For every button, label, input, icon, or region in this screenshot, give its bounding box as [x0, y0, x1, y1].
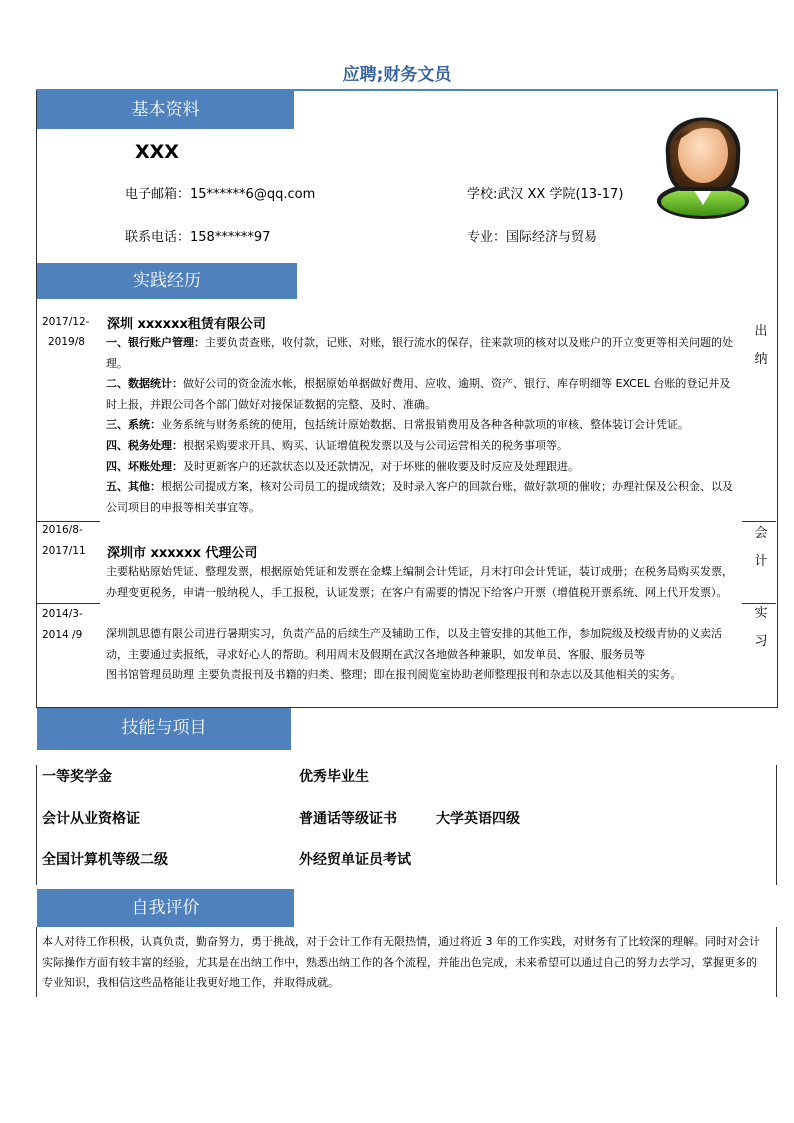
skill-item: 普通话等级证书 [299, 811, 397, 827]
email-label: 电子邮箱： [125, 187, 191, 202]
self-left-border [36, 927, 37, 997]
job3-text: 深圳凯思德有限公司进行暑期实习，负责产品的后续生产及辅助工作，以及主管安排的其他工作，参加院级及校级青协的义卖活动，主要通过卖报纸，寻求好心人的帮助。利用周末及假期在武汉各地做各种兼职，如发单员、客服、服务员等 [106, 627, 722, 661]
school-row [467, 183, 623, 202]
job1-description [106, 333, 734, 518]
candidate-name: XXX [135, 141, 179, 163]
section-header-practice: 实践经历 [37, 263, 297, 299]
item-text: 根据公司提成方案，核对公司员工的提成绩效；及时录入客户的回款台账，做好款项的催收；办理社保及公积金、以及公司项目的申报等相关事宜等。 [106, 480, 733, 514]
item-label: 四、坏账处理： [106, 459, 183, 473]
row-divider [36, 521, 100, 522]
job1-role: 出纳 [754, 324, 768, 367]
major-value: 国际经济与贸易 [506, 230, 598, 245]
job1-item [106, 477, 734, 518]
section-header-basic: 基本资料 [37, 91, 294, 129]
item-label: 五、其他： [106, 480, 161, 494]
phone-label: 联系电话： [125, 230, 191, 245]
item-text: 及时更新客户的还款状态以及还款情况，对于坏账的催收要及时反应及处理跟进。 [183, 459, 579, 473]
item-text: 根据采购要求开具、购买、认证增值税发票以及与公司运营相关的税务事项等。 [183, 438, 568, 452]
job2-role: 会计 [754, 526, 768, 569]
job1-item [106, 333, 734, 374]
job1-company: 深圳 xxxxxx租赁有限公司 [107, 317, 266, 332]
female-avatar-icon [656, 95, 750, 219]
section-header-self: 自我评价 [37, 889, 294, 927]
skill-item: 一等奖学金 [42, 769, 112, 785]
phone-row [125, 226, 270, 245]
item-label: 二、数据统计： [106, 377, 183, 391]
job1-item [106, 436, 734, 457]
email-row [125, 183, 315, 202]
skills-right-border [776, 765, 777, 885]
phone-value: 158******97 [190, 230, 271, 245]
job3-role: 实习 [754, 606, 768, 649]
skill-item: 大学英语四级 [436, 811, 520, 827]
row-divider [36, 603, 100, 604]
job3-date-end: 2014 /9 [42, 629, 83, 641]
major-label: 专业： [467, 230, 507, 245]
job1-item [106, 374, 734, 415]
page-title: 应聘;财务文员 [342, 65, 452, 85]
job1-item [106, 415, 734, 436]
job1-item [106, 457, 734, 478]
job2-description: 主要粘贴原始凭证、整理发票，根据原始凭证和发票在金蝶上编制会计凭证，月末打印会计凭证，装订成册；在税务局购买发票，办理变更税务，申请一般纳税人，手工报税，认证发票；在客户有需要的情况下给客户开票（增值税开票系统、网上代开发票）。 [106, 565, 733, 599]
skill-item: 全国计算机等级二级 [42, 852, 168, 868]
item-label: 三、系统： [106, 418, 161, 432]
job2-company: 深圳市 xxxxxx 代理公司 [107, 546, 258, 561]
self-evaluation-text: 本人对待工作积极，认真负责，勤奋努力，勇于挑战，对于会计工作有无限热情，通过将近 3 年的工作实践，对财务有了比较深的理解。同时对会计实际操作方面有较丰富的经验，尤其是在出纳工作中，熟悉出纳工作的各个流程，并能出色完成，未来希望可以通过自己的努力去学习，掌握更多的专业知识，我相信这些品格能让我更好地工作，并取得成就。 [42, 935, 760, 990]
section-header-skills: 技能与项目 [37, 708, 291, 750]
item-text: 主要负责查账，收付款，记账、对账，银行流水的保存，往来款项的核对以及账户的开立变更等相关问题的处理。 [106, 336, 733, 370]
item-text: 业务系统与财务系统的使用，包括统计原始数据、日常报销费用及各种各种款项的审核、整体装订会计凭证。 [161, 418, 689, 432]
major-row [467, 226, 597, 245]
job1-date-start: 2017/12- [42, 316, 90, 328]
job3-description [106, 624, 734, 686]
skill-item: 外经贸单证员考试 [299, 852, 411, 868]
email-value: 15******6@qq.com [190, 187, 316, 202]
item-label: 四、税务处理： [106, 438, 183, 452]
school-label: 学校: [467, 187, 498, 202]
job3-text2: 图书馆管理员助理 主要负责报刊及书籍的归类、整理；即在报刊阅览室协助老师整理报刊和杂志以及其他相关的实务。 [106, 668, 682, 682]
skills-left-border [36, 765, 37, 885]
skill-item: 优秀毕业生 [299, 769, 369, 785]
skill-item: 会计从业资格证 [42, 811, 140, 827]
item-text: 做好公司的资金流水帐，根据原始单据做好费用、应收、逾期、资产、银行、库存明细等 EXCEL 台账的登记并及时上报，并跟公司各个部门做好对接保证数据的完整、及时、准确。 [106, 377, 731, 411]
item-label: 一、银行账户管理： [106, 336, 205, 349]
job3-date-start: 2014/3- [42, 608, 83, 620]
job2-date-start: 2016/8- [42, 524, 83, 536]
school-value: 武汉 XX 学院(13-17) [497, 187, 624, 202]
job1-date-end: 2019/8 [48, 336, 85, 348]
self-right-border [776, 927, 777, 997]
job2-date-end: 2017/11 [42, 545, 86, 557]
